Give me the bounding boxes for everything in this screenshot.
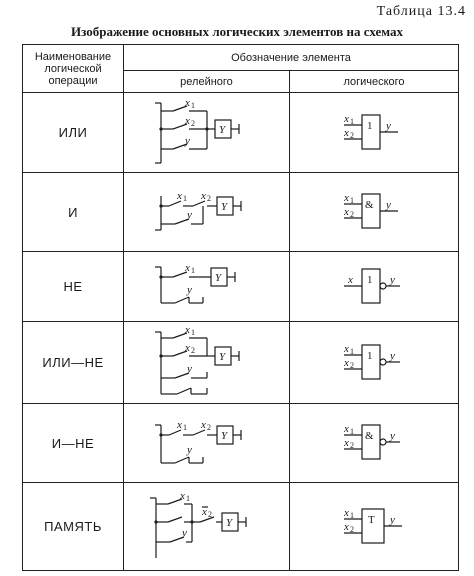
header-operation-name: Наименование логической операции (23, 45, 124, 93)
svg-text:y: y (386, 199, 391, 211)
operation-name: И—НЕ (23, 404, 124, 483)
logic-gate-diagram (314, 413, 434, 473)
operation-name: ИЛИ (23, 93, 124, 173)
svg-text:Y: Y (220, 201, 227, 213)
relay-diagram-nand (124, 404, 290, 483)
svg-text:2: 2 (206, 194, 211, 203)
table-row (23, 322, 459, 404)
relay-diagram-nor (124, 322, 290, 404)
relay-diagram (147, 257, 267, 317)
svg-text:x: x (344, 356, 349, 369)
svg-text:x: x (344, 192, 349, 204)
svg-text:y: y (390, 430, 395, 442)
logic-gate-diagram (314, 259, 434, 315)
logic-gate-diagram (314, 497, 434, 557)
logic-gate-diagram (314, 182, 434, 242)
svg-text:x: x (344, 423, 349, 435)
logic-elements-table (22, 44, 459, 571)
logic-symbol-nand (290, 404, 459, 483)
relay-diagram (147, 326, 267, 400)
svg-text:x: x (344, 520, 349, 533)
relay-diagram-or (124, 93, 290, 173)
svg-text:y: y (186, 283, 192, 296)
relay-diagram (142, 488, 272, 566)
svg-text:1: 1 (367, 119, 373, 132)
svg-text:1: 1 (367, 273, 373, 286)
svg-text:1: 1 (350, 510, 354, 520)
svg-text:2: 2 (350, 130, 354, 140)
logic-gate-diagram (314, 333, 434, 393)
table-row (23, 483, 459, 571)
logic-symbol-not (290, 252, 459, 322)
svg-text:2: 2 (190, 118, 195, 128)
table-row (23, 173, 459, 252)
operation-name: И (23, 173, 124, 252)
svg-text:2: 2 (350, 360, 354, 370)
svg-text:y: y (186, 362, 192, 375)
svg-text:1: 1 (350, 116, 354, 126)
svg-text:Y: Y (220, 430, 227, 442)
svg-text:y: y (390, 349, 395, 362)
svg-text:x: x (201, 505, 207, 518)
relay-diagram (147, 411, 267, 475)
logic-symbol-and (290, 173, 459, 252)
table-row (23, 93, 459, 173)
header-designation: Обозначение элемента (124, 45, 459, 71)
svg-text:&: & (365, 430, 374, 442)
svg-text:x: x (200, 190, 206, 202)
svg-text:Y: Y (225, 516, 232, 529)
svg-text:x: x (184, 341, 190, 354)
svg-text:Y: Y (214, 271, 221, 284)
svg-text:x: x (176, 190, 182, 202)
svg-text:y: y (186, 209, 192, 221)
svg-text:x: x (184, 114, 190, 127)
relay-diagram-not (124, 252, 290, 322)
svg-text:&: & (365, 199, 374, 211)
table-caption: Изображение основных логических элементов на схемах (70, 24, 404, 39)
svg-text:2: 2 (207, 509, 212, 519)
svg-text:1: 1 (350, 346, 354, 356)
svg-text:1: 1 (190, 327, 195, 337)
svg-text:x: x (184, 325, 190, 336)
svg-text:x: x (344, 437, 349, 449)
svg-text:2: 2 (350, 524, 354, 534)
svg-text:x: x (200, 419, 206, 431)
relay-diagram (147, 182, 267, 242)
svg-text:1: 1 (350, 196, 354, 205)
operation-name: НЕ (23, 252, 124, 322)
relay-diagram-and (124, 173, 290, 252)
svg-text:x: x (176, 419, 182, 431)
operation-name: ПАМЯТЬ (23, 483, 124, 571)
svg-text:x: x (344, 126, 349, 139)
relay-diagram-memory (124, 483, 290, 571)
svg-text:1: 1 (190, 265, 195, 275)
svg-text:x: x (179, 489, 185, 502)
svg-text:Y: Y (218, 350, 225, 363)
table-row (23, 404, 459, 483)
svg-text:1: 1 (185, 493, 190, 503)
svg-text:T: T (368, 513, 375, 526)
logic-symbol-memory (290, 483, 459, 571)
svg-text:1: 1 (182, 194, 187, 203)
svg-text:1: 1 (367, 349, 373, 362)
svg-text:y: y (390, 273, 395, 286)
svg-text:1: 1 (350, 427, 354, 436)
svg-text:1: 1 (182, 423, 187, 432)
svg-text:2: 2 (206, 423, 211, 432)
logic-symbol-or (290, 93, 459, 173)
svg-text:x: x (184, 96, 190, 109)
svg-text:x: x (344, 506, 349, 519)
operation-name: ИЛИ—НЕ (23, 322, 124, 404)
relay-diagram (147, 97, 267, 169)
svg-text:x: x (344, 112, 349, 125)
table-number: Таблица 13.4 (376, 4, 466, 19)
svg-text:2: 2 (350, 210, 354, 219)
header-relay: релейного (124, 71, 290, 93)
logic-gate-diagram (314, 103, 434, 163)
svg-text:y: y (386, 119, 391, 132)
svg-text:x: x (348, 273, 353, 286)
svg-text:y: y (186, 444, 192, 456)
header-logic: логического (290, 71, 459, 93)
svg-text:2: 2 (350, 441, 354, 450)
svg-text:x: x (344, 342, 349, 355)
svg-text:1: 1 (190, 100, 195, 110)
svg-text:y: y (181, 526, 187, 539)
svg-text:x: x (344, 206, 349, 218)
svg-text:y: y (390, 513, 395, 526)
svg-text:2: 2 (190, 345, 195, 355)
svg-text:y: y (184, 134, 190, 147)
svg-text:x: x (184, 261, 190, 274)
logic-symbol-nor (290, 322, 459, 404)
svg-text:Y: Y (218, 123, 225, 136)
table-row (23, 252, 459, 322)
